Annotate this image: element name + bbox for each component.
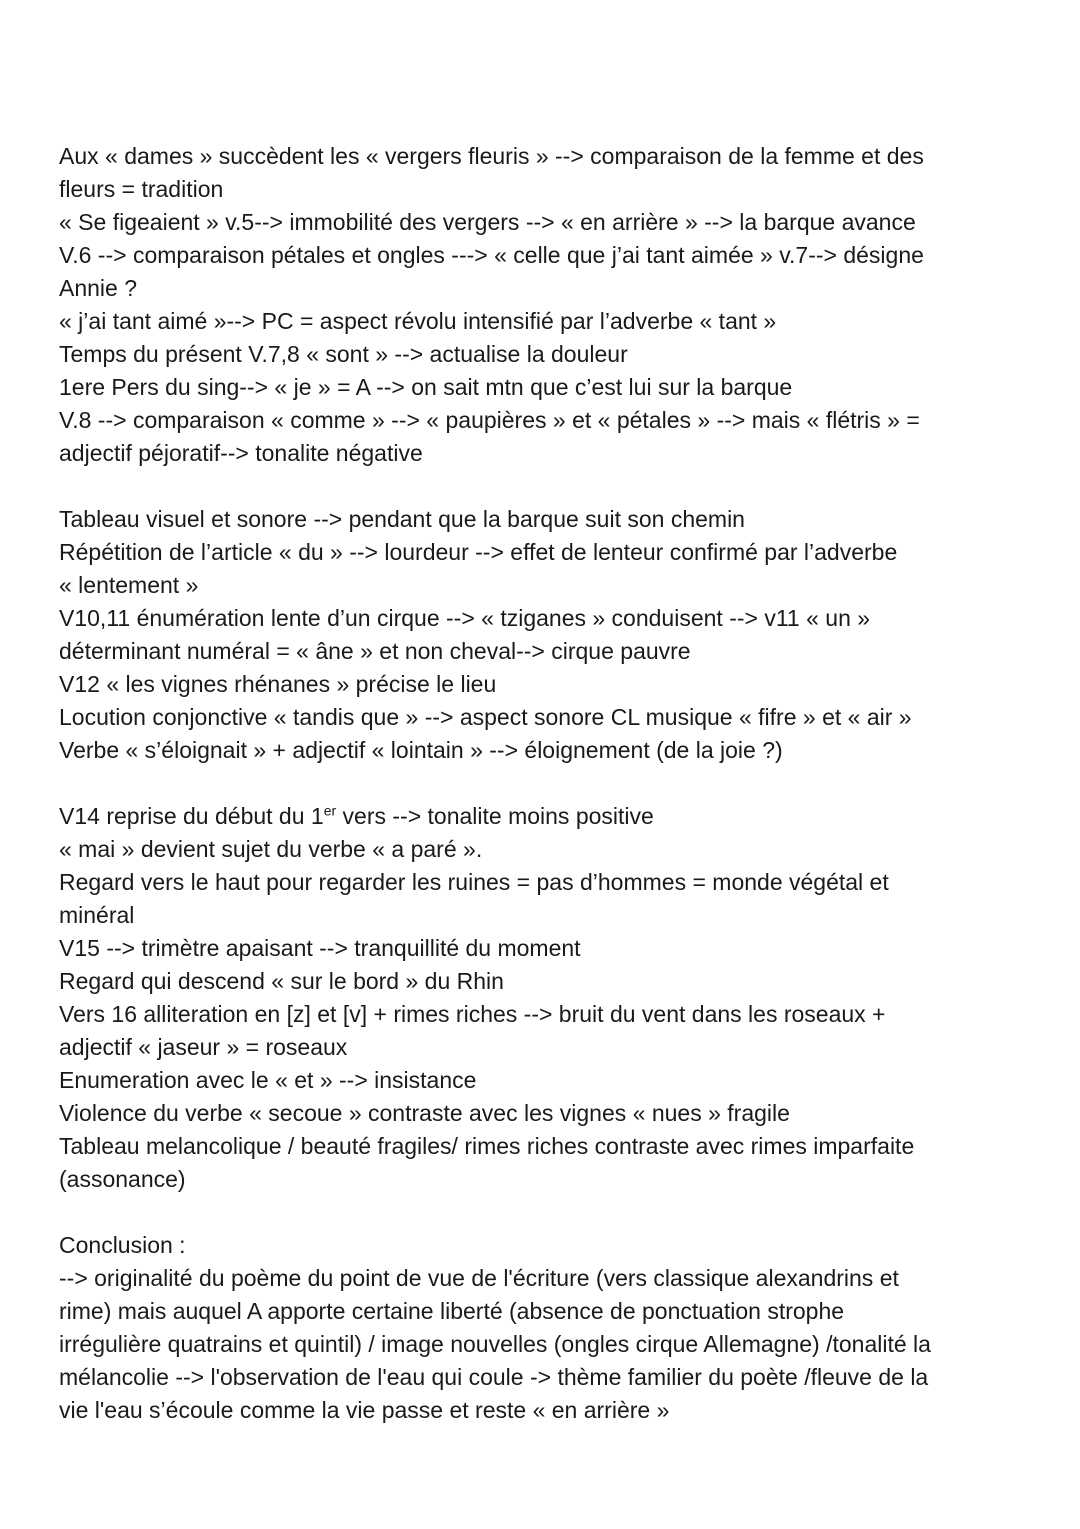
- text-line: V15 --> trimètre apaisant --> tranquillité du moment: [59, 935, 581, 961]
- conclusion-heading: Conclusion :: [59, 1232, 186, 1258]
- text-line: irrégulière quatrains et quintil) / image nouvelles (ongles cirque Allemagne) /tonalité la: [59, 1331, 931, 1357]
- text-line: 1ere Pers du sing--> « je » = A --> on sait mtn que c’est lui sur la barque: [59, 374, 793, 400]
- paragraph-vergers: [59, 140, 1039, 470]
- text-line: Enumeration avec le « et » --> insistance: [59, 1067, 477, 1093]
- text-line: Temps du présent V.7,8 « sont » --> actualise la douleur: [59, 341, 628, 367]
- text-line: Répétition de l’article « du » --> lourdeur --> effet de lenteur confirmé par l’adverbe: [59, 539, 898, 565]
- text-line: Aux « dames » succèdent les « vergers fleuris » --> comparaison de la femme et des: [59, 143, 924, 169]
- text-line: mélancolie --> l'observation de l'eau qui coule -> thème familier du poète /fleuve de la: [59, 1364, 929, 1390]
- paragraph-tableau: [59, 503, 1039, 767]
- text-line: fleurs = tradition: [59, 176, 224, 202]
- paragraph-reprise: [59, 800, 1039, 1196]
- text-line: Verbe « s’éloignait » + adjectif « lointain » --> éloignement (de la joie ?): [59, 737, 783, 763]
- text-fragment: V14 reprise du début du 1: [59, 803, 324, 829]
- text-line: [59, 800, 1039, 833]
- text-line: adjectif « jaseur » = roseaux: [59, 1034, 348, 1060]
- text-line: minéral: [59, 902, 135, 928]
- text-line: Regard qui descend « sur le bord » du Rhin: [59, 968, 504, 994]
- text-line: Vers 16 alliteration en [z] et [v] + rimes riches --> bruit du vent dans les roseaux +: [59, 1001, 886, 1027]
- text-line: vie l'eau s’écoule comme la vie passe et reste « en arrière »: [59, 1397, 670, 1423]
- text-line: (assonance): [59, 1166, 186, 1192]
- text-line: V.8 --> comparaison « comme » --> « paupières » et « pétales » --> mais « flétris » =: [59, 407, 920, 433]
- text-fragment: vers --> tonalite moins positive: [336, 803, 654, 829]
- text-line: Violence du verbe « secoue » contraste avec les vignes « nues » fragile: [59, 1100, 790, 1126]
- paragraph-spacer: [59, 470, 1039, 503]
- text-line: Regard vers le haut pour regarder les ruines = pas d’hommes = monde végétal et: [59, 869, 889, 895]
- text-line: V10,11 énumération lente d’un cirque --> « tziganes » conduisent --> v11 « un »: [59, 605, 871, 631]
- text-line: « Se figeaient » v.5--> immobilité des vergers --> « en arrière » --> la barque avance: [59, 209, 916, 235]
- paragraph-conclusion: [59, 1229, 1039, 1427]
- text-line: « j’ai tant aimé »--> PC = aspect révolu intensifié par l’adverbe « tant »: [59, 308, 777, 334]
- text-line: Locution conjonctive « tandis que » --> aspect sonore CL musique « fifre » et « air »: [59, 704, 912, 730]
- text-line: V12 « les vignes rhénanes » précise le lieu: [59, 671, 497, 697]
- paragraph-spacer: [59, 1196, 1039, 1229]
- text-line: V.6 --> comparaison pétales et ongles ---> « celle que j’ai tant aimée » v.7--> désigne: [59, 242, 924, 268]
- text-line: Annie ?: [59, 275, 138, 301]
- paragraph-spacer: [59, 767, 1039, 800]
- text-line: --> originalité du poème du point de vue de l'écriture (vers classique alexandrins et: [59, 1265, 899, 1291]
- text-line: « lentement »: [59, 572, 199, 598]
- document-page: [59, 140, 1039, 1427]
- superscript: er: [323, 802, 337, 819]
- text-line: rime) mais auquel A apporte certaine liberté (absence de ponctuation strophe: [59, 1298, 845, 1324]
- text-line: Tableau visuel et sonore --> pendant que la barque suit son chemin: [59, 506, 745, 532]
- text-line: « mai » devient sujet du verbe « a paré ».: [59, 836, 483, 862]
- text-line: adjectif péjoratif--> tonalite négative: [59, 440, 423, 466]
- text-line: déterminant numéral = « âne » et non cheval--> cirque pauvre: [59, 638, 691, 664]
- text-line: Tableau melancolique / beauté fragiles/ rimes riches contraste avec rimes imparfaite: [59, 1133, 915, 1159]
